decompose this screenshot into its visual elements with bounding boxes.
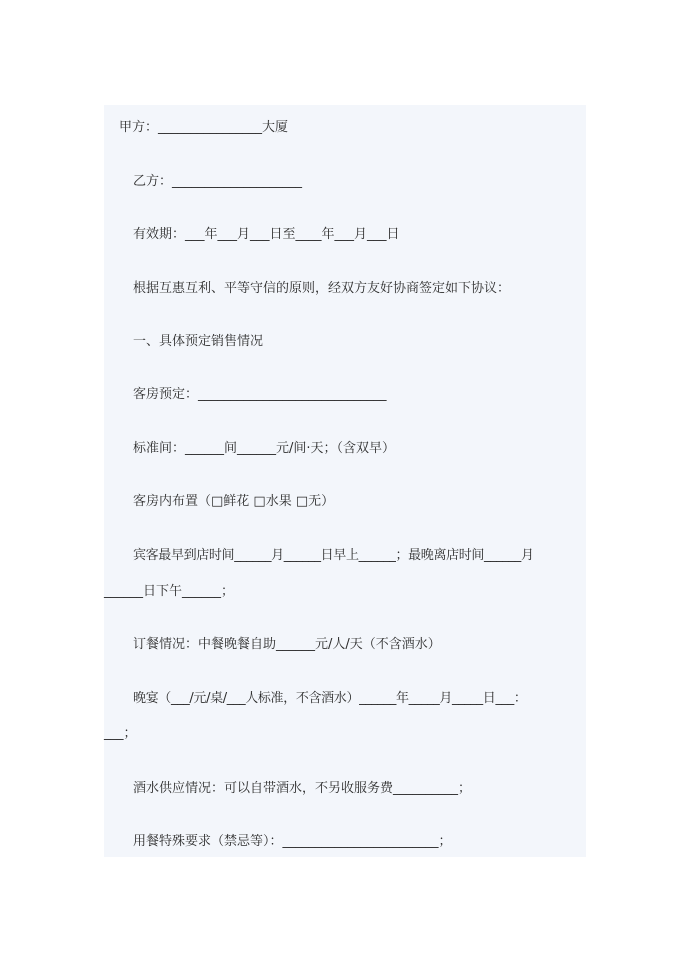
standard-room-line: 标准间：______间______元/间·天；（含双早） [133,441,396,456]
document-panel [104,105,586,857]
party-a-line: 甲方：________________大厦 [119,120,289,135]
room-booking-line: 客房预定：_____________________________ [133,387,387,402]
section-heading: 一、具体预定销售情况 [133,334,264,349]
banquet-line-continued: ___； [104,726,137,741]
dining-requirements-line: 用餐特殊要求（禁忌等）：________________________； [133,834,452,849]
meal-booking-line: 订餐情况：中餐晚餐自助______元/人/天（不含酒水） [133,637,441,652]
banquet-line: 晚宴（___/元/桌/___人标准，不含酒水）______年_____月_____日___： [133,691,527,706]
preamble-line: 根据互惠互利、平等守信的原则，经双方友好协商签定如下协议： [133,281,511,296]
party-b-line: 乙方：____________________ [133,174,303,189]
validity-line: 有效期：___年___月___日至____年___月___日 [133,227,400,242]
drinks-line: 酒水供应情况：可以自带酒水，不另收服务费__________； [133,781,472,796]
room-decoration-line: 客房内布置（□鲜花 □水果 □无） [133,494,335,509]
arrival-time-line-continued: ______日下午______； [104,584,235,599]
arrival-time-line: 宾客最早到店时间______月______日早上______；最晚离店时间______月 [133,548,534,563]
